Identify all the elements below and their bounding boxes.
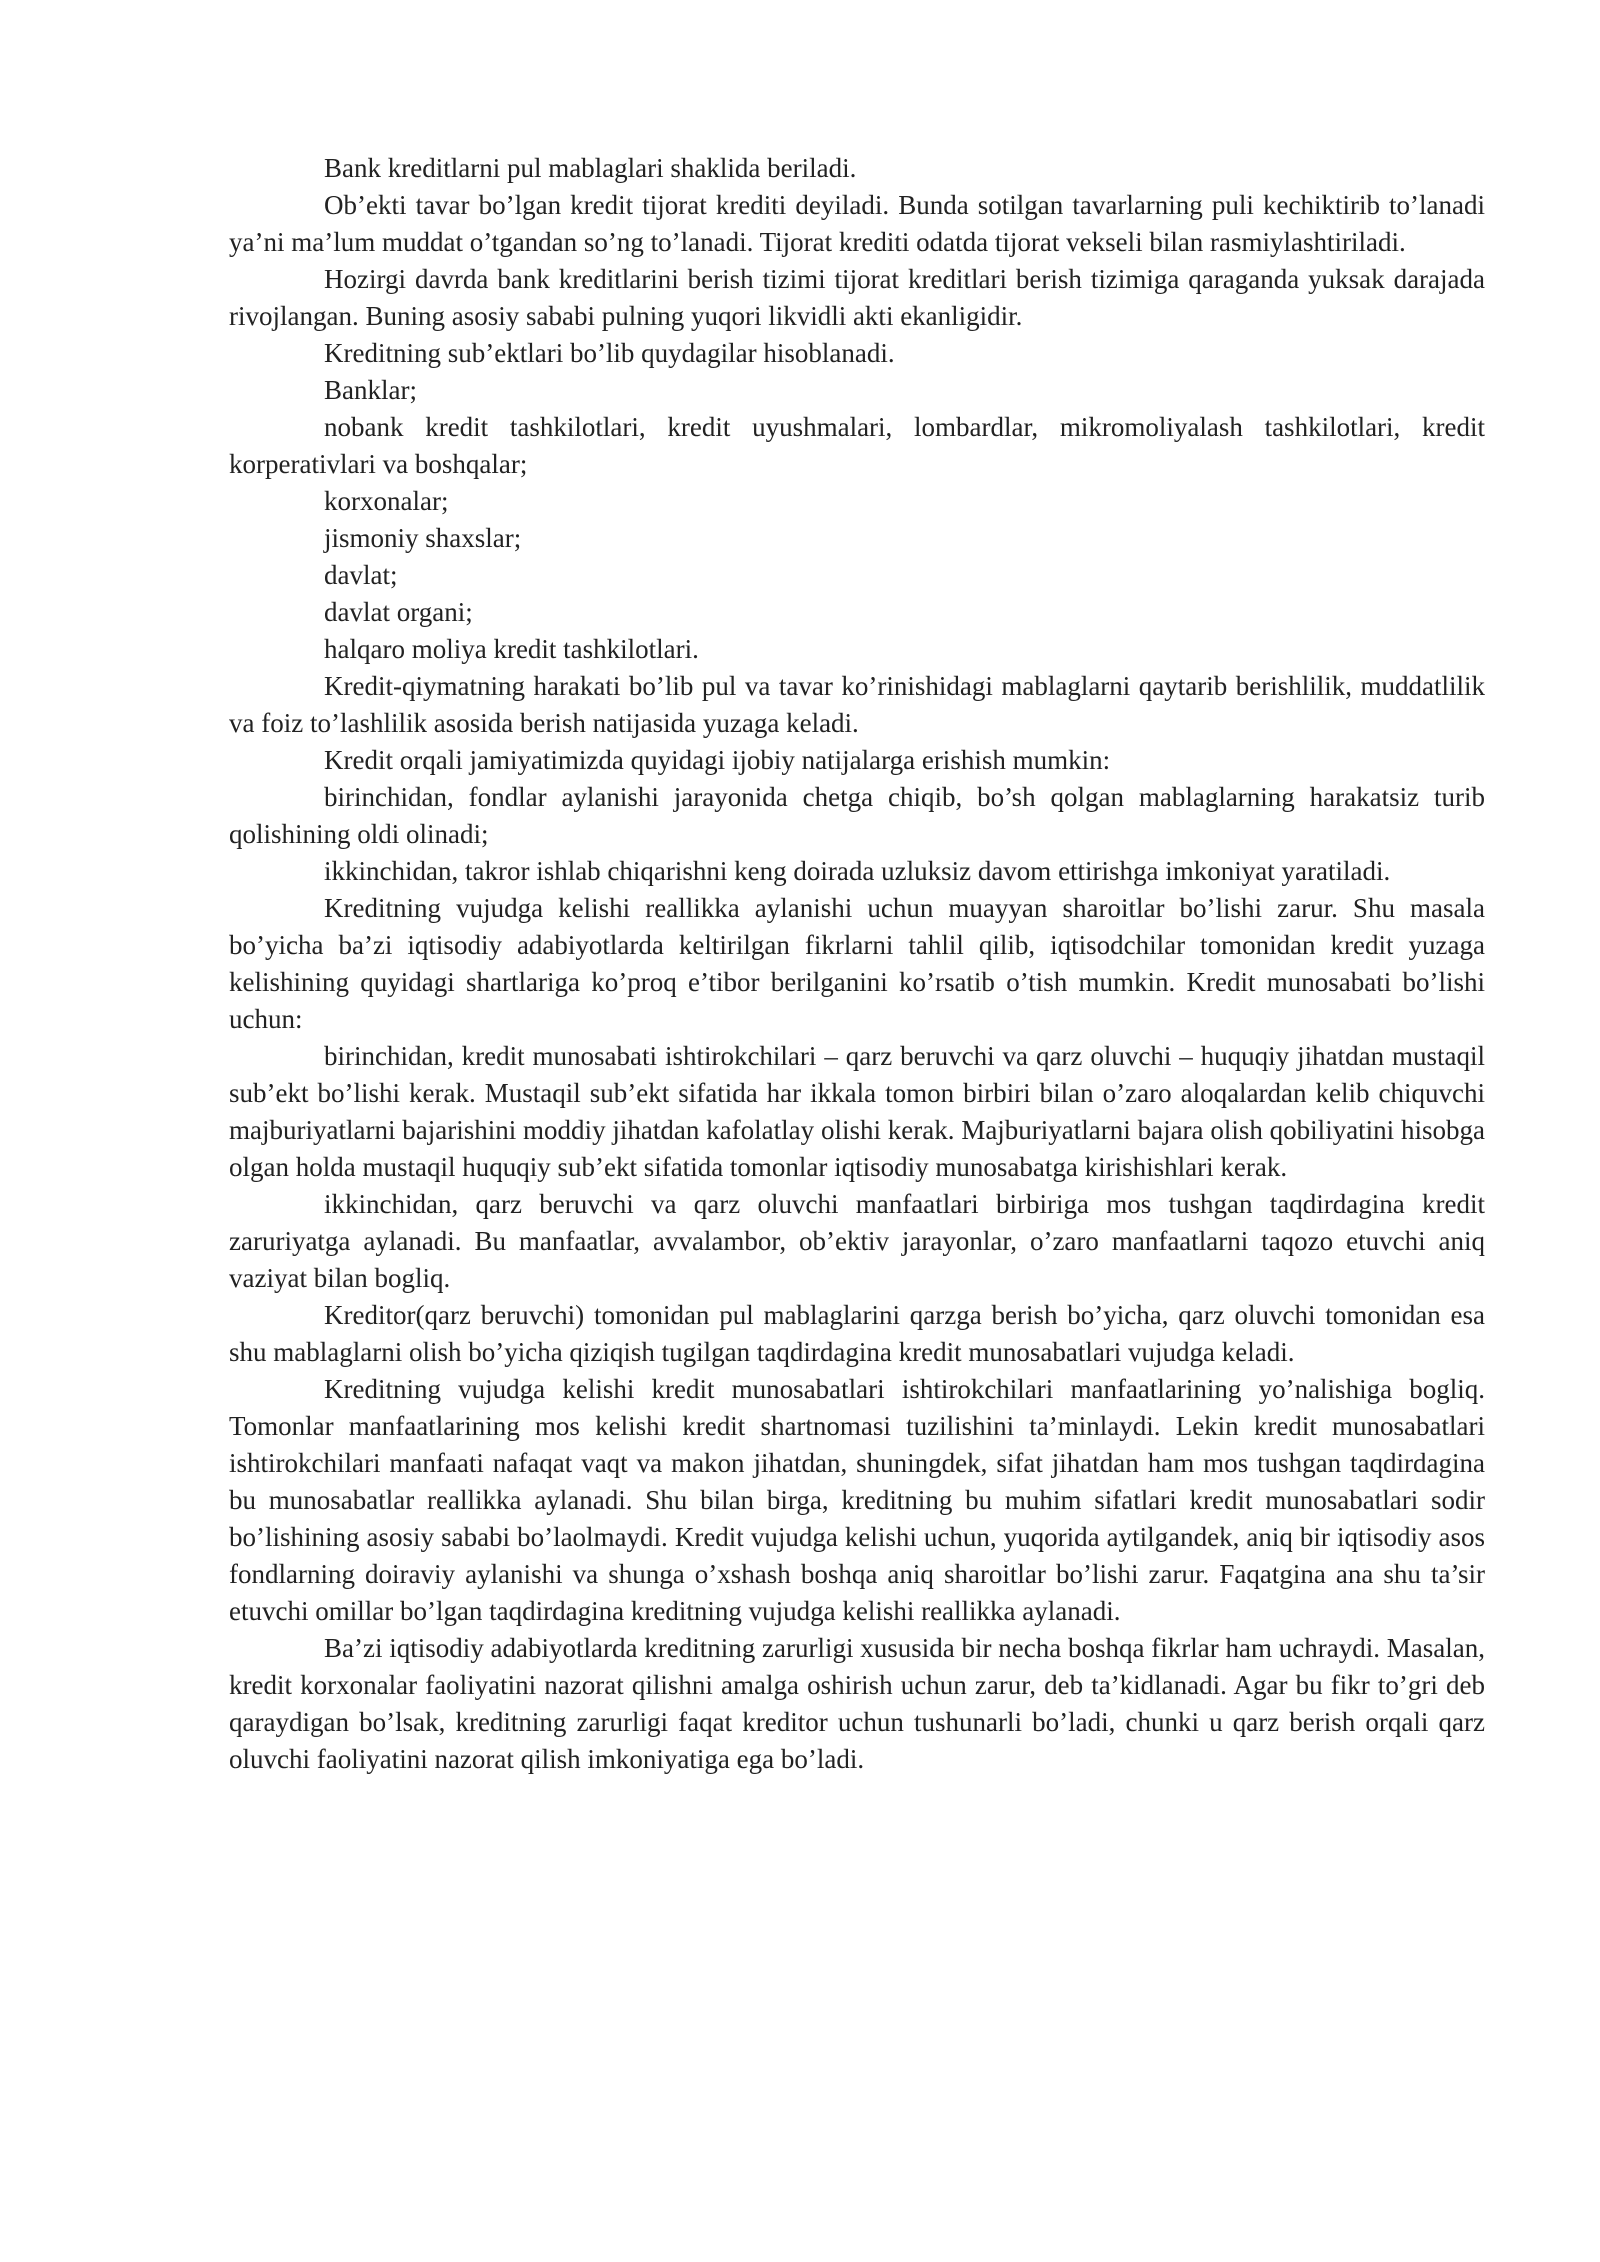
paragraph: Bank kreditlarni pul mablaglari shaklida beriladi.	[324, 153, 857, 183]
paragraph: Ob’ekti tavar bo’lgan kredit tijorat krediti deyiladi. Bunda sotilgan tavarlarning puli kechiktirib to’lanadi ya’ni ma’lum muddat o’tgandan so’ng to’lanadi. Tijorat krediti odatda tijorat vekseli bilan rasmiylashtiriladi.	[229, 190, 1485, 257]
paragraph: Kredit orqali jamiyatimizda quyidagi ijobiy natijalarga erishish mumkin:	[324, 745, 1111, 775]
paragraph: Kreditning vujudga kelishi reallikka aylanishi uchun muayyan sharoitlar bo’lishi zarur. Shu masala bo’yicha ba’zi iqtisodiy adabiyotlarda keltirilgan fikrlarni tahlil qilib, iqtisodchilar tomonidan kredit yuzaga kelishining quyidagi shartlariga ko’proq e’tibor berilganini ko’rsatib o’tish mumkin. Kredit munosabati bo’lishi uchun:	[229, 893, 1485, 1034]
list-item: Banklar;	[324, 375, 417, 405]
paragraph: birinchidan, fondlar aylanishi jarayonida chetga chiqib, bo’sh qolgan mablaglarning harakatsiz turib qolishining oldi olinadi;	[229, 782, 1485, 849]
list-item: korxonalar;	[324, 486, 449, 516]
paragraph: ikkinchidan, qarz beruvchi va qarz oluvchi manfaatlari birbiriga mos tushgan taqdirdagina kredit zaruriyatga aylanadi. Bu manfaatlar, avvalambor, ob’ektiv jarayonlar, o’zaro manfaatlarni taqozo etuvchi aniq vaziyat bilan bogliq.	[229, 1189, 1485, 1293]
paragraph: Kreditning sub’ektlari bo’lib quydagilar hisoblanadi.	[324, 338, 895, 368]
list-item: davlat organi;	[324, 597, 473, 627]
paragraph: Kredit-qiymatning harakati bo’lib pul va tavar ko’rinishidagi mablaglarni qaytarib berishlilik, muddatlilik va foiz to’lashlilik asosida berish natijasida yuzaga keladi.	[229, 671, 1485, 738]
list-item: nobank kredit tashkilotlari, kredit uyushmalari, lombardlar, mikromoliyalash tashkilotlari, kredit korperativlari va boshqalar;	[229, 412, 1485, 479]
paragraph: Kreditning vujudga kelishi kredit munosabatlari ishtirokchilari manfaatlarining yo’nalishiga bogliq. Tomonlar manfaatlarining mos kelishi kredit shartnomasi tuzilishini ta’minlaydi. Lekin kredit munosabatlari ishtirokchilari manfaati nafaqat vaqt va makon jihatdan, shuningdek, sifat jihatdan ham mos tushgan taqdirdagina bu munosabatlar reallikka aylanadi. Shu bilan birga, kreditning bu muhim sifatlari kredit munosabatlari sodir bo’lishining asosiy sababi bo’laolmaydi. Kredit vujudga kelishi uchun, yuqorida aytilgandek, aniq bir iqtisodiy asos fondlarning doiraviy aylanishi va shunga o’xshash boshqa aniq sharoitlar bo’lishi zarur. Faqatgina ana shu ta’sir etuvchi omillar bo’lgan taqdirdagina kreditning vujudga kelishi reallikka aylanadi.	[229, 1374, 1485, 1626]
paragraph: ikkinchidan, takror ishlab chiqarishni keng doirada uzluksiz davom ettirishga imkoniyat yaratiladi.	[324, 856, 1391, 886]
paragraph: Kreditor(qarz beruvchi) tomonidan pul mablaglarini qarzga berish bo’yicha, qarz oluvchi tomonidan esa shu mablaglarni olish bo’yicha qiziqish tugilgan taqdirdagina kredit munosabatlari vujudga keladi.	[229, 1300, 1485, 1367]
paragraph: birinchidan, kredit munosabati ishtirokchilari – qarz beruvchi va qarz oluvchi – huquqiy jihatdan mustaqil sub’ekt bo’lishi kerak. Mustaqil sub’ekt sifatida har ikkala tomon birbiri bilan o’zaro aloqalardan kelib chiquvchi majburiyatlarni bajarishini moddiy jihatdan kafolatlay olishi kerak. Majburiyatlarni bajara olish qobiliyatini hisobga olgan holda mustaqil huquqiy sub’ekt sifatida tomonlar iqtisodiy munosabatga kirishishlari kerak.	[229, 1041, 1485, 1182]
paragraph: Hozirgi davrda bank kreditlarini berish tizimi tijorat kreditlari berish tizimiga qaraganda yuksak darajada rivojlangan. Buning asosiy sababi pulning yuqori likvidli akti ekanligidir.	[229, 264, 1485, 331]
document-page	[229, 150, 1485, 1778]
list-item: davlat;	[324, 560, 398, 590]
list-item: halqaro moliya kredit tashkilotlari.	[324, 634, 699, 664]
list-item: jismoniy shaxslar;	[324, 523, 522, 553]
paragraph: Ba’zi iqtisodiy adabiyotlarda kreditning zarurligi xususida bir necha boshqa fikrlar ham uchraydi. Masalan, kredit korxonalar faoliyatini nazorat qilishni amalga oshirish uchun zarur, deb ta’kidlanadi. Agar bu fikr to’gri deb qaraydigan bo’lsak, kreditning zarurligi faqat kreditor uchun tushunarli bo’ladi, chunki u qarz berish orqali qarz oluvchi faoliyatini nazorat qilish imkoniyatiga ega bo’ladi.	[229, 1633, 1485, 1774]
